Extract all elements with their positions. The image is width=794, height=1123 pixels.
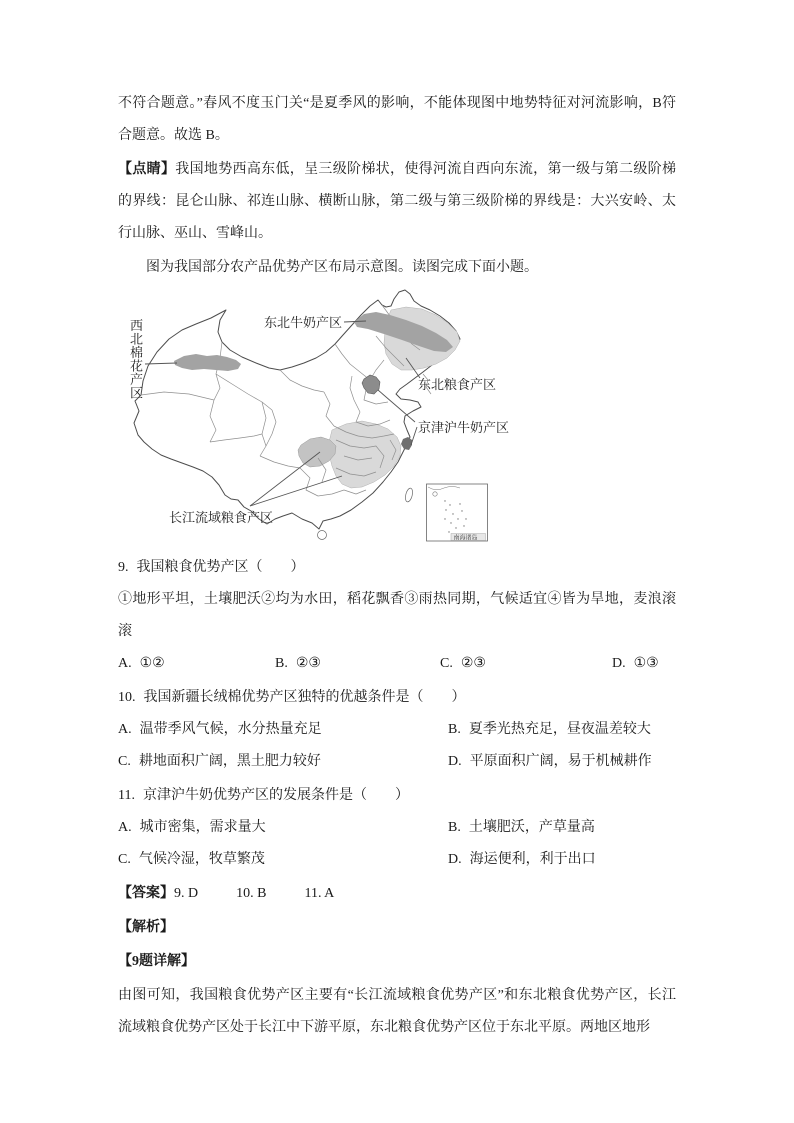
option-9-c[interactable]: C. ②③ — [440, 656, 486, 671]
answer-explanation-continuation: 不符合题意。”春风不度玉门关“是夏季风的影响，不能体现图中地势特征对河流影响，B符合题意。故选 B。 — [118, 96, 676, 143]
dianjing-text: 我国地势西高东低，呈三级阶梯状，使得河流自西向东流，第一级与第二级阶梯的界线：昆仑山脉、祁连山脉、横断山脉，第二级与第三级阶梯的界线是：大兴安岭、太行山脉、巫山、雪峰山。 — [118, 162, 677, 241]
option-11-d[interactable]: D. 海运便利，利于出口 — [448, 852, 596, 867]
hainan-island — [318, 531, 327, 540]
dianjing-paragraph — [118, 154, 676, 250]
question-10-stem: 我国新疆长绒棉优势产区独特的优越条件是（ ） — [143, 690, 466, 705]
option-11-a[interactable]: A. 城市密集，需求量大 — [118, 820, 266, 835]
option-9-b[interactable]: B. ②③ — [275, 656, 321, 671]
question-11 — [118, 780, 676, 876]
answer-q9: 9. D — [174, 886, 199, 901]
option-10-b[interactable]: B. 夏季光热充足，昼夜温差较大 — [448, 722, 651, 737]
option-10-c[interactable]: C. 耕地面积广阔，黑土肥力较好 — [118, 754, 321, 769]
question-11-number: 11. — [118, 788, 135, 803]
map-label-northwest-cotton: 西北棉花产区 — [130, 318, 144, 401]
analysis-marker-line — [118, 912, 676, 944]
map-label-northeast-milk: 东北牛奶产区 — [264, 315, 343, 330]
analysis-marker: 【解析】 — [118, 920, 174, 935]
china-agriculture-map-figure — [114, 288, 676, 550]
map-label-yangtze-grain: 长江流域粮食产区 — [169, 510, 274, 525]
dianjing-marker: 【点睛】 — [118, 162, 176, 177]
map-label-jingjinhu-milk: 京津沪牛奶产区 — [418, 420, 510, 435]
question-9-number: 9. — [118, 560, 129, 575]
answer-line — [118, 878, 676, 910]
option-9-a[interactable]: A. ①② — [118, 656, 165, 671]
option-11-b[interactable]: B. 土壤肥沃，产草量高 — [448, 820, 595, 835]
figure-intro: 图为我国部分农产品优势产区布局示意图。读图完成下面小题。 — [146, 260, 538, 275]
answer-q10: 10. B — [236, 886, 267, 901]
leader-jingjinhu-shanghai-line — [411, 427, 417, 445]
option-11-c[interactable]: C. 气候冷湿，牧草繁茂 — [118, 852, 265, 867]
south-china-sea-inset — [427, 484, 488, 542]
option-10-a[interactable]: A. 温带季风气候，水分热量充足 — [118, 722, 322, 737]
question-11-stem: 京津沪牛奶优势产区的发展条件是（ ） — [142, 788, 409, 803]
option-9-d[interactable]: D. ①③ — [612, 656, 659, 671]
answer-marker: 【答案】 — [118, 886, 174, 901]
question-9-substem: ①地形平坦，土壤肥沃②均为水田，稻花飘香③雨热同期，气候适宜④皆为旱地，麦浪滚滚 — [118, 592, 676, 639]
answer-q11: 11. A — [304, 886, 335, 901]
inset-caption-label: 南海诸岛 — [453, 535, 478, 542]
question-9-stem: 我国粮食优势产区（ ） — [136, 560, 305, 575]
option-10-d[interactable]: D. 平原面积广阔，易于机械耕作 — [448, 754, 652, 769]
region-yangtze-grain-east — [329, 421, 401, 488]
question-10-number: 10. — [118, 690, 136, 705]
q9-analysis-paragraph: 由图可知，我国粮食优势产区主要有“长江流域粮食优势产区”和东北粮食优势产区，长江流域粮食优势产区处于长江中下游平原，东北粮食优势产区位于东北平原。两地区地形 — [118, 988, 676, 1035]
map-label-northeast-grain: 东北粮食产区 — [418, 377, 497, 392]
question-9-options — [118, 648, 676, 680]
q9-detail-marker: 【9题详解】 — [118, 954, 195, 969]
question-10 — [118, 682, 676, 778]
china-map — [114, 288, 534, 550]
taiwan-island — [404, 487, 414, 502]
question-9 — [118, 552, 676, 680]
q9-detail-marker-line — [118, 946, 676, 978]
